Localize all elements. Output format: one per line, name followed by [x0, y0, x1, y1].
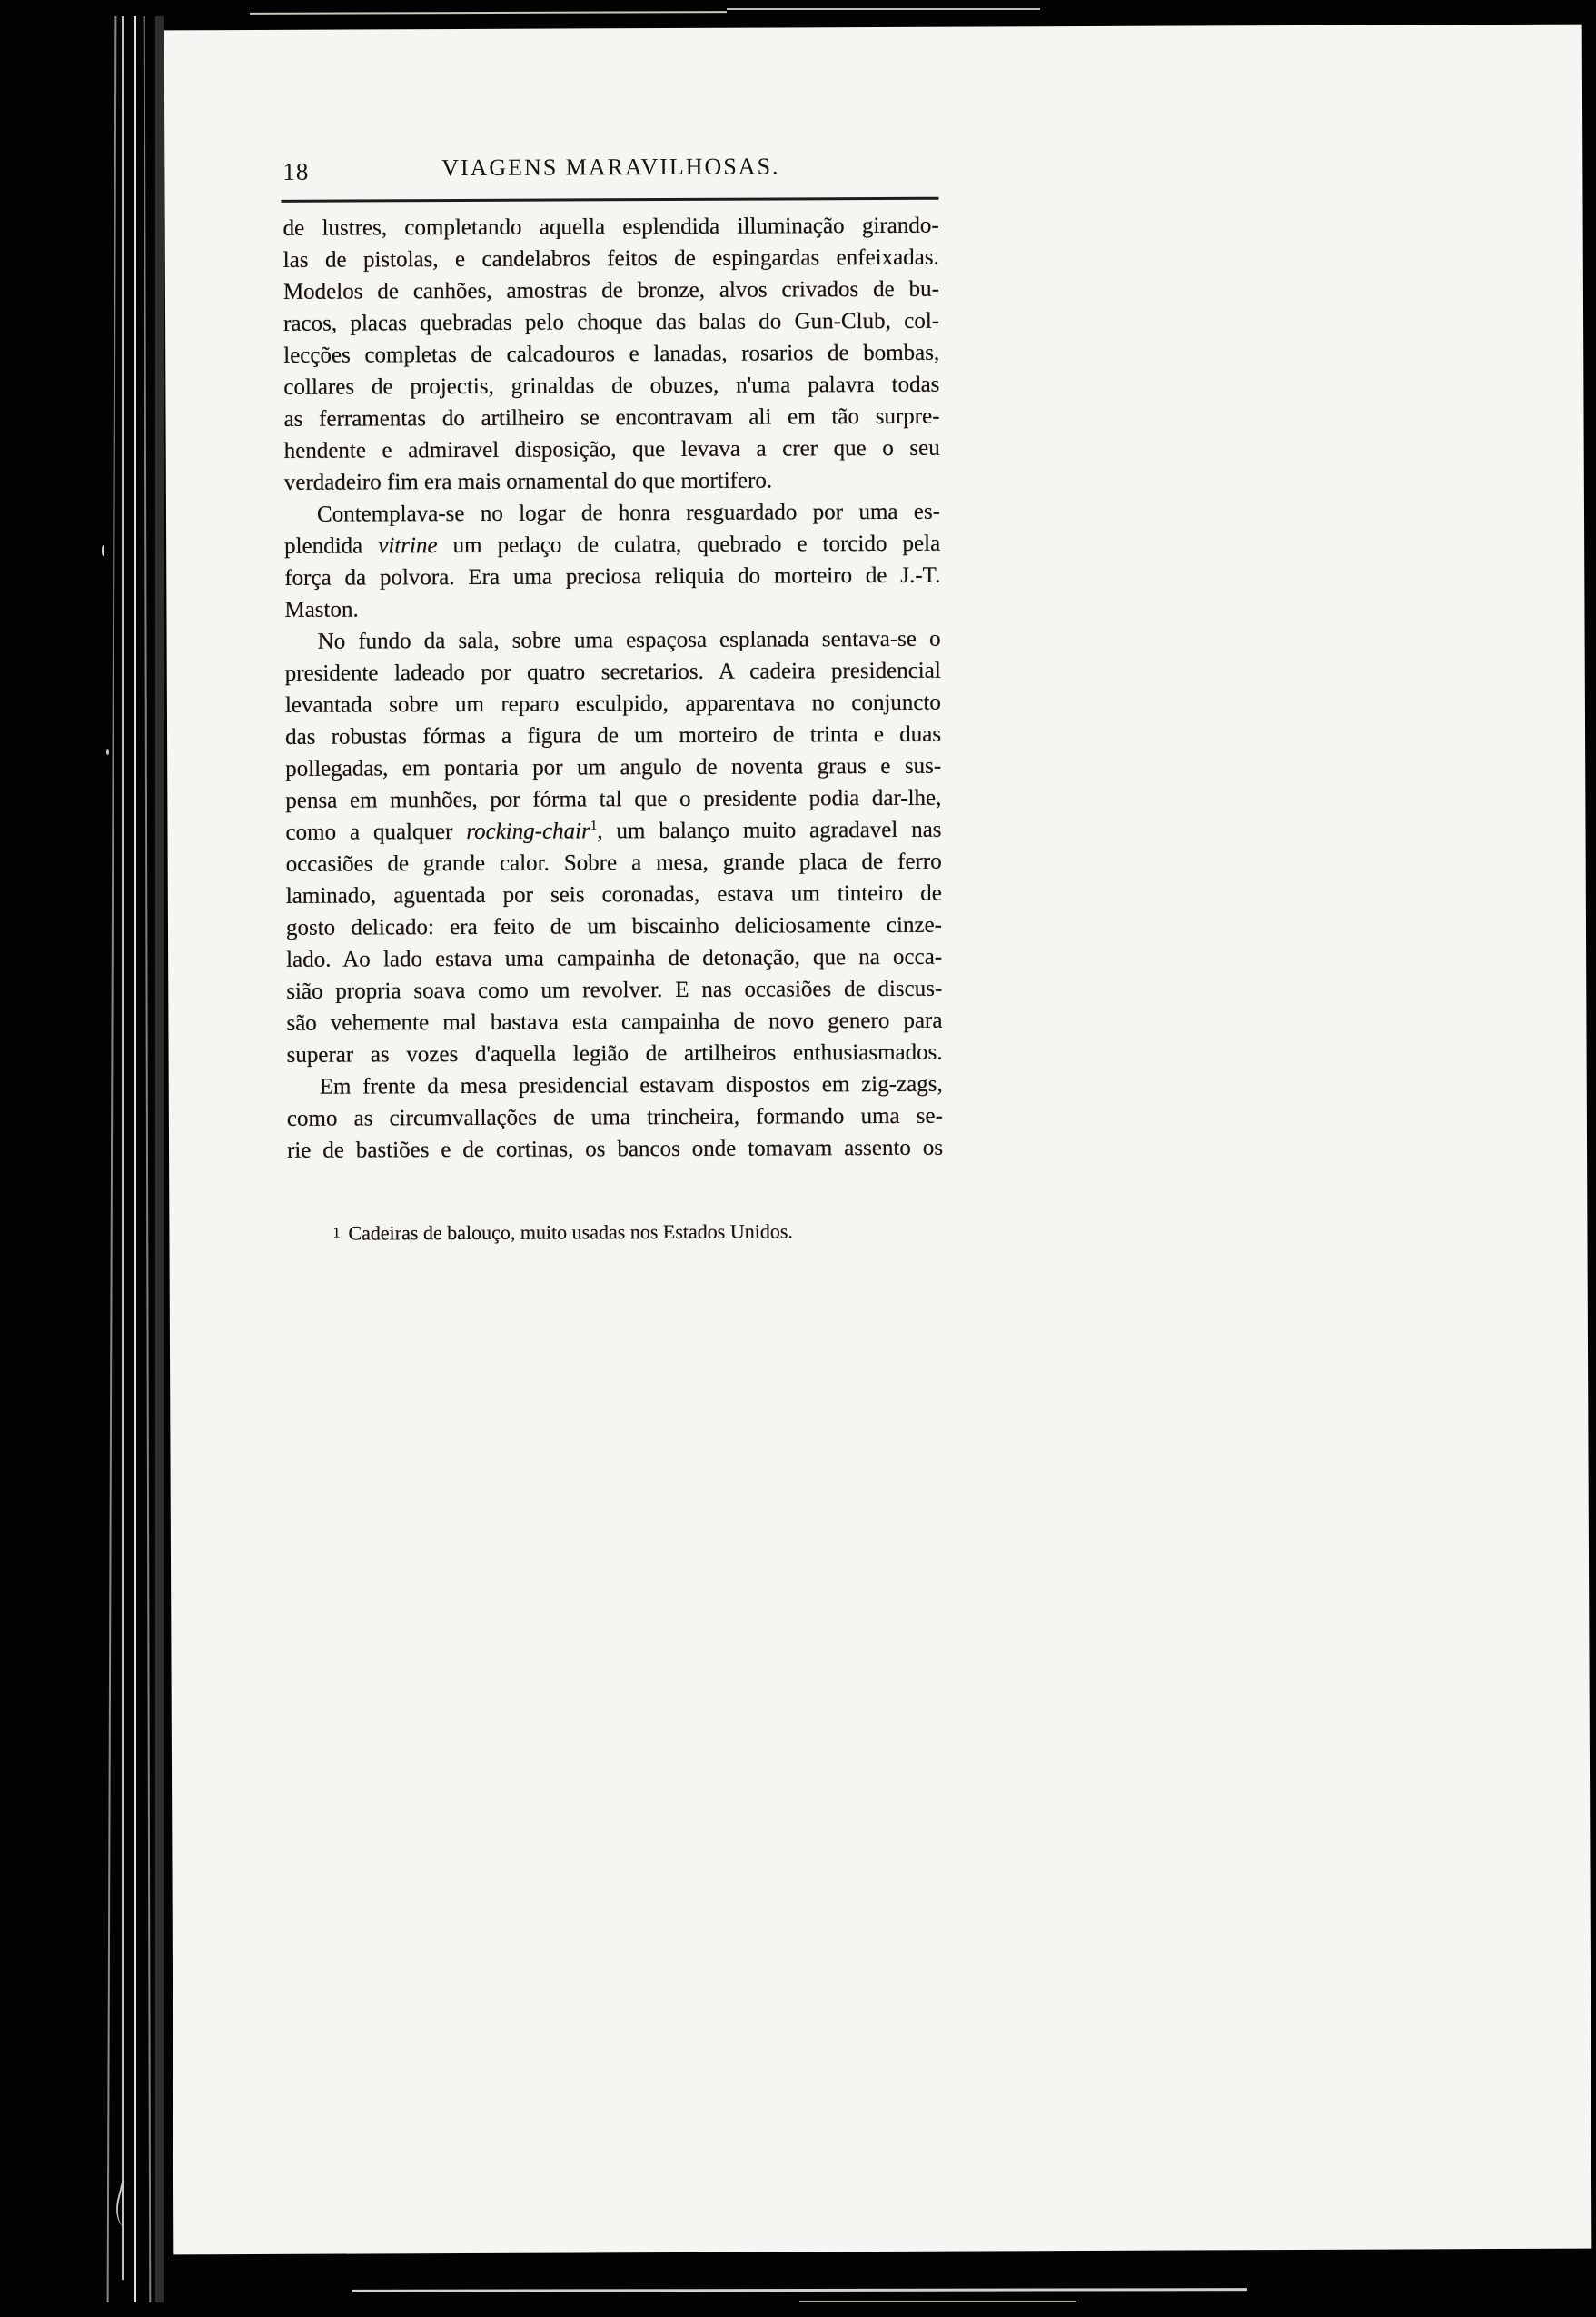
text-line: gosto delicado: era feito de um biscainho deliciosamente cinze- — [285, 912, 943, 940]
text-line: Em frente da mesa presidencial estavam dispostos em zig-zags, — [319, 1071, 943, 1099]
text-line: lecções completas de calcadouros e lanadas, rosarios de bombas, — [283, 340, 940, 368]
text-line: Modelos de canhões, amostras de bronze, alvos crivados de bu- — [283, 276, 939, 304]
footnote-text: Cadeiras de balouço, muito usadas nos Estados Unidos. — [348, 1219, 793, 1245]
page-header — [283, 153, 938, 183]
adjacent-page-edge-top — [727, 8, 1040, 10]
book-page — [164, 25, 1592, 2255]
text-line: Contemplava-se no logar de honra resguardado por uma es- — [316, 499, 941, 527]
running-header-title: VIAGENS MARAVILHOSAS. — [441, 153, 780, 182]
text-line: occasiões de grande calor. Sobre a mesa, grande placa de ferro — [285, 849, 942, 877]
book-spine-edges — [104, 16, 169, 2302]
page-edge-shadow — [155, 16, 164, 2302]
text-line: superar as vozes d'aquella legião de artilheiros enthusiasmados. — [286, 1039, 943, 1068]
text-line: pensa em munhões, por fórma tal que o presidente podia dar-lhe, — [285, 785, 942, 813]
text-line: são vehemente mal bastava esta campainha de novo genero para — [286, 1008, 943, 1036]
text-segment: plendida — [284, 533, 379, 559]
text-segment: como a qualquer — [285, 819, 467, 845]
footnote — [332, 1219, 793, 1245]
text-line: as ferramentas do artilheiro se encontravam ali em tão surpre- — [283, 403, 940, 432]
page-edge-line — [107, 16, 117, 2302]
adjacent-page-edge-bottom — [799, 2301, 1076, 2302]
text-segment: um pedaço de culatra, quebrado e torcido pela — [437, 531, 941, 559]
text-line: das robustas fórmas a figura de um morteiro de trinta e duas — [285, 721, 942, 750]
text-line — [285, 814, 941, 849]
scan-speck — [106, 749, 109, 755]
text-line: lado. Ao lado estava uma campainha de detonação, que na occa- — [286, 944, 943, 972]
footnote-reference: 1 — [590, 819, 598, 834]
page-edge-line — [134, 16, 136, 2302]
adjacent-page-edge-top — [250, 11, 727, 15]
text-line: como as circumvallações de uma trincheira, formando uma se- — [286, 1103, 943, 1131]
page-edge-line — [122, 16, 124, 2280]
text-line: racos, placas quebradas pelo choque das balas do Gun-Club, col- — [283, 308, 940, 336]
page-edge-line — [144, 16, 152, 2302]
text-line: hendente e admiravel disposição, que levava a crer que o seu — [283, 435, 940, 463]
text-line: presidente ladeado por quatro secretarios. A cadeira presidencial — [284, 658, 941, 686]
italic-text: vitrine — [378, 533, 438, 559]
text-line: levantada sobre um reparo esculpido, apparentava no conjuncto — [284, 690, 941, 718]
footnote-marker: 1 — [332, 1225, 341, 1241]
text-line: Maston. — [284, 597, 359, 622]
text-line: No fundo da sala, sobre uma espaçosa esplanada sentava-se o — [317, 626, 941, 654]
text-segment: , um balanço muito agradavel nas — [597, 817, 942, 844]
body-text — [283, 210, 944, 1167]
text-line: força da polvora. Era uma preciosa reliquia do morteiro de J.-T. — [284, 562, 941, 591]
italic-text: rocking-chair — [466, 819, 590, 844]
text-line: pollegadas, em pontaria por um angulo de noventa graus e sus- — [285, 753, 942, 781]
text-line: las de pistolas, e candelabros feitos de espingardas enfeixadas. — [283, 244, 939, 273]
text-line — [284, 528, 940, 562]
text-line: sião propria soava como um revolver. E nas occasiões de discus- — [286, 976, 943, 1004]
scan-speck — [102, 545, 104, 556]
text-line: rie de bastiões e de cortinas, os bancos onde tomavam assento os — [286, 1135, 944, 1163]
adjacent-page-edge-bottom — [352, 2288, 1247, 2292]
page-number: 18 — [283, 157, 310, 185]
text-line: collares de projectis, grinaldas de obuzes, n'uma palavra todas — [283, 372, 940, 400]
text-line: laminado, aguentada por seis coronadas, estava um tinteiro de — [285, 880, 942, 909]
text-line: de lustres, completando aquella esplendida illuminação girando- — [283, 213, 939, 241]
header-rule — [281, 197, 938, 203]
text-line: verdadeiro fim era mais ornamental do que mortifero. — [283, 468, 773, 495]
